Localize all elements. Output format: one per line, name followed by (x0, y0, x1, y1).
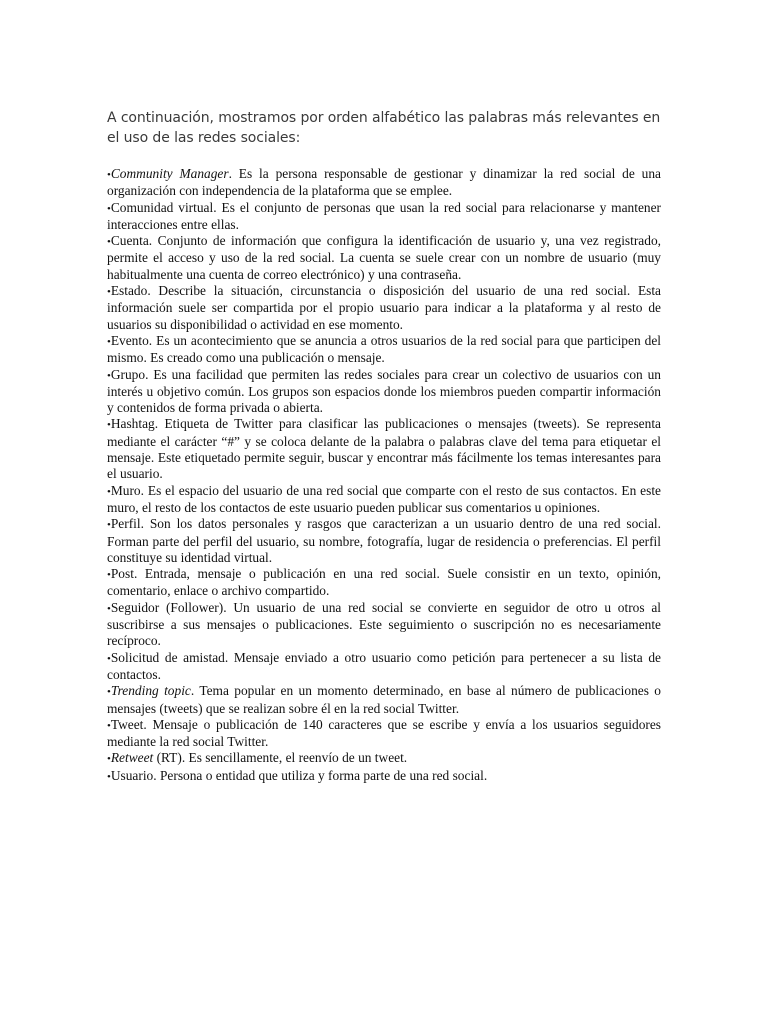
glossary-entry (107, 717, 661, 751)
glossary-definition: Es el conjunto de personas que usan la red social para relacionarse y mantener interacciones entre ellas. (107, 199, 661, 232)
bullet-icon: • (107, 686, 111, 699)
glossary-definition: Mensaje enviado a otro usuario como petición para pertenecer a su lista de contactos. (107, 649, 661, 682)
bullet-icon: • (107, 770, 111, 783)
glossary-term: Solicitud de amistad (110, 649, 225, 665)
term-separator: . (154, 416, 159, 432)
glossary-definition: Es la persona responsable de gestionar y dinamizar la red social de una organización con independencia de la plataforma que se emplee. (107, 166, 661, 199)
intro-paragraph: A continuación, mostramos por orden alfabético las palabras más relevantes en el uso de las redes sociales: (107, 110, 661, 146)
term-separator: . (145, 366, 149, 382)
glossary-definition: Es un acontecimiento que se anuncia a otros usuarios de la red social para que participen del mismo. Es creado como una publicación o mensaje. (107, 332, 661, 366)
term-separator: . (223, 599, 227, 615)
glossary-entry (107, 367, 661, 417)
glossary-definition: Entrada, mensaje o publicación en una red social. Suele consistir en un texto, opinión, comentario, enlace o archivo compartido. (107, 566, 661, 599)
term-separator: . (228, 166, 232, 181)
term-separator: . (224, 649, 229, 665)
glossary-entry (107, 416, 661, 482)
bullet-icon: • (107, 569, 111, 582)
bullet-icon: • (107, 652, 111, 665)
glossary-entry (107, 333, 661, 367)
glossary-definition: (RT). Es sencillamente, el reenvío de un tweet. (153, 750, 408, 766)
glossary-term: Estado (110, 283, 148, 299)
glossary-definition: Describe la situación, circunstancia o disposición del usuario de una red social. Esta información suele ser compartida por el propio usuario para indicar a la plataforma y al resto de usuarios su disponibilidad o actividad en ese momento. (107, 283, 661, 332)
glossary-term: Post (110, 566, 134, 582)
glossary-entry (107, 600, 661, 650)
glossary-term: Retweet (110, 750, 154, 766)
glossary-term: Trending topic (110, 683, 191, 699)
bullet-icon: • (107, 169, 111, 181)
glossary-entry (107, 283, 661, 333)
glossary-definition: Son los datos personales y rasgos que caracterizan a un usuario dentro de una red social. Forman parte del perfil del usuario, su nombre, fotografía, lugar de residencia o preferencias. El perfil constituye su identidad virtual. (107, 516, 661, 565)
glossary-term: Muro (110, 482, 141, 498)
term-separator: . (147, 283, 151, 299)
glossary-term: Evento (110, 332, 149, 348)
glossary-definition: Es una facilidad que permiten las redes sociales para crear un colectivo de usuarios con un interés u objetivo común. Los grupos son espacios donde los miembros pueden compartir información y contenidos de forma privada o abierta. (107, 366, 661, 416)
glossary-entry (107, 750, 661, 767)
term-separator: . (213, 199, 217, 215)
glossary-definition: Un usuario de una red social se convierte en seguidor de otro u otros al suscribirse a sus mensajes o publicaciones. Este seguimiento o suscripción no es necesariamente recíproco. (107, 599, 661, 649)
bullet-icon: • (107, 369, 111, 382)
glossary-entry (107, 650, 661, 684)
glossary-entry (107, 200, 661, 234)
glossary-term: Usuario (110, 767, 154, 783)
bullet-icon: • (107, 519, 111, 532)
term-separator: . (140, 482, 144, 498)
term-separator: . (143, 716, 147, 732)
document-page (107, 108, 661, 785)
glossary-definition: Persona o entidad que utiliza y forma parte de una red social. (156, 767, 488, 783)
glossary-definition: Tema popular en un momento determinado, en base al número de publicaciones o mensajes (tweets) que se realizan sobre él en la red social Twitter. (107, 683, 661, 716)
bullet-icon: • (107, 719, 111, 732)
glossary-term: Tweet (110, 716, 144, 732)
glossary-entry (107, 516, 661, 566)
glossary-entry (107, 768, 661, 785)
bullet-icon: • (107, 602, 111, 615)
glossary-term: Grupo (110, 366, 146, 382)
term-separator: . (148, 233, 153, 249)
glossary-entry (107, 233, 661, 283)
glossary-list (107, 166, 661, 785)
bullet-icon: • (107, 202, 111, 215)
term-separator: . (190, 683, 195, 699)
bullet-icon: • (107, 485, 111, 498)
glossary-term: Cuenta (110, 233, 149, 249)
glossary-term: Comunidad virtual (110, 199, 214, 215)
glossary-definition: Mensaje o publicación de 140 caracteres que se escribe y envía a los usuarios seguidores mediante la red social Twitter. (107, 716, 661, 750)
term-separator: . (133, 566, 138, 582)
term-separator: . (148, 332, 153, 348)
glossary-definition: Etiqueta de Twitter para clasificar las publicaciones o mensajes (tweets). Se representa mediante el carácter “#” y se coloca delante de la palabra o palabras clave del tema para etiquetar el mensaje. Este etiquetado permite seguir, buscar y encontrar más fácilmente los temas interesantes para el usuario. (107, 416, 661, 482)
glossary-entry (107, 566, 661, 600)
bullet-icon: • (107, 419, 111, 432)
bullet-icon: • (107, 335, 111, 348)
glossary-term: Perfil (110, 516, 141, 532)
glossary-entry (107, 683, 661, 717)
bullet-icon: • (107, 286, 111, 299)
term-separator: . (153, 767, 157, 783)
glossary-term: Hashtag (110, 416, 155, 432)
glossary-entry (107, 483, 661, 517)
bullet-icon: • (107, 753, 111, 766)
bullet-icon: • (107, 236, 111, 249)
glossary-definition: Conjunto de información que configura la identificación de usuario y, una vez registrado, permite el acceso y uso de la red social. La cuenta se suele crear con un nombre de usuario (muy habitualmente una cuenta de correo electrónico) y una contraseña. (107, 233, 661, 282)
glossary-definition: Es el espacio del usuario de una red social que comparte con el resto de sus contactos. En este muro, el resto de los contactos de este usuario pueden publicar sus comentarios u opiniones. (107, 482, 661, 515)
term-separator: . (140, 516, 144, 532)
glossary-entry (107, 166, 661, 200)
glossary-term: Community Manager (110, 166, 229, 181)
glossary-term: Seguidor (Follower) (110, 599, 224, 615)
